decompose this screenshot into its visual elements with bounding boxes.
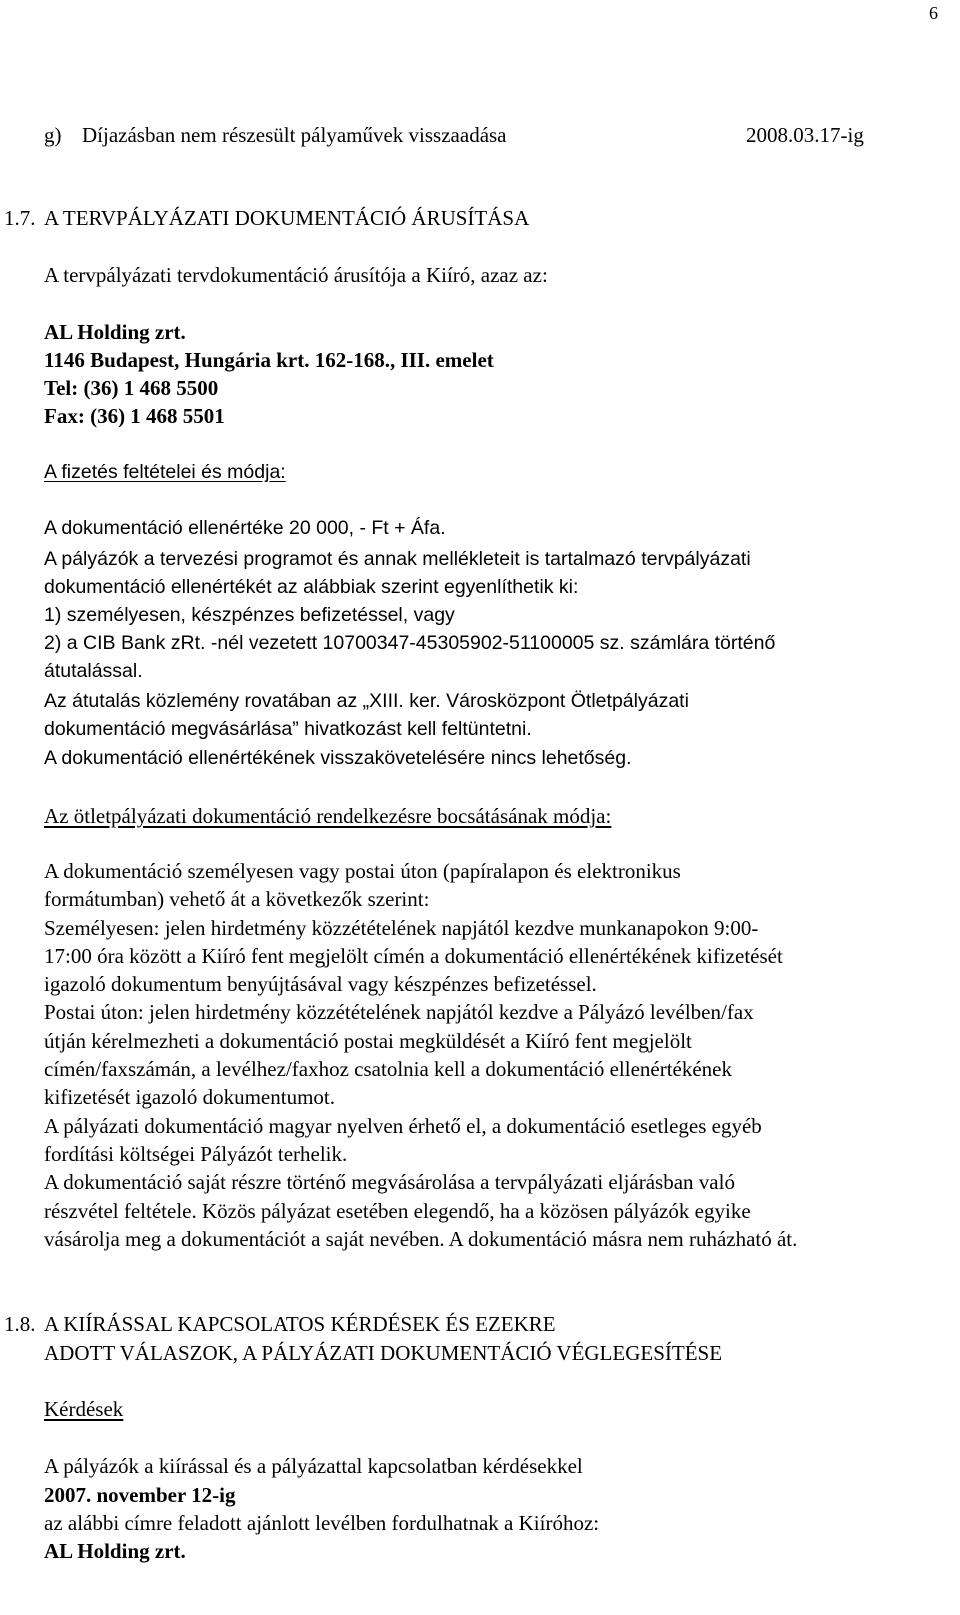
- item-g-text: Díjazásban nem részesült pályaművek visszaadása: [82, 123, 507, 147]
- page-number: 6: [929, 3, 938, 23]
- questions-line: A pályázók a kiírással és a pályázattal kapcsolatban kérdésekkel: [44, 1454, 583, 1478]
- availability-heading: Az ötletpályázati dokumentáció rendelkezésre bocsátásának módja:: [44, 804, 612, 828]
- section-1-8-number: 1.8.: [4, 1312, 36, 1336]
- availability-line: A dokumentáció személyesen vagy postai úton (papíralapon és elektronikus: [44, 859, 681, 883]
- availability-line: igazoló dokumentum benyújtásával vagy készpénzes befizetéssel.: [44, 972, 597, 996]
- availability-line: útján kérelmezheti a dokumentáció postai megküldését a Kiíró fent megjelölt: [44, 1029, 692, 1053]
- availability-line: Személyesen: jelen hirdetmény közzétételének napjától kezdve munkanapokon 9:00-: [44, 916, 759, 940]
- item-g-date: 2008.03.17-ig: [746, 123, 864, 147]
- availability-line: Postai úton: jelen hirdetmény közzétételének napjától kezdve a Pályázó levélben/fax: [44, 1000, 754, 1024]
- availability-line: A pályázati dokumentáció magyar nyelven érhető el, a dokumentáció esetleges egyéb: [44, 1114, 762, 1138]
- questions-line: az alábbi címre feladott ajánlott levélben fordulhatnak a Kiíróhoz:: [44, 1511, 600, 1535]
- section-1-7-title: A TERVPÁLYÁZATI DOKUMENTÁCIÓ ÁRUSÍTÁSA: [44, 206, 530, 230]
- payment-line: dokumentáció megvásárlása” hivatkozást kell feltüntetni.: [44, 718, 532, 740]
- availability-line: formátumban) vehető át a következők szerint:: [44, 887, 430, 911]
- section-1-7-number: 1.7.: [4, 206, 36, 230]
- payment-heading: A fizetés feltételei és módja:: [44, 461, 286, 483]
- payment-line: dokumentáció ellenértékét az alábbiak szerint egyenlíthetik ki:: [44, 576, 579, 598]
- availability-line: kifizetését igazoló dokumentumot.: [44, 1085, 336, 1109]
- payment-line: 2) a CIB Bank zRt. -nél vezetett 10700347-45305902-51100005 sz. számlára történő: [44, 632, 776, 654]
- availability-line: vásárolja meg a dokumentációt a saját nevében. A dokumentáció másra nem ruházható át.: [44, 1227, 798, 1251]
- payment-line: A pályázók a tervezési programot és annak mellékleteit is tartalmazó tervpályázati: [44, 548, 751, 570]
- section-1-8-title-line1: A KIÍRÁSSAL KAPCSOLATOS KÉRDÉSEK ÉS EZEKRE: [44, 1312, 556, 1336]
- payment-line: átutalással.: [44, 660, 143, 682]
- section-1-8-title-line2: ADOTT VÁLASZOK, A PÁLYÁZATI DOKUMENTÁCIÓ VÉGLEGESÍTÉSE: [44, 1341, 723, 1365]
- payment-line: 1) személyesen, készpénzes befizetéssel, vagy: [44, 604, 455, 626]
- address-line: Fax: (36) 1 468 5501: [44, 404, 225, 428]
- payment-line: Az átutalás közlemény rovatában az „XIII. ker. Városközpont Ötletpályázati: [44, 690, 689, 712]
- address-line: Tel: (36) 1 468 5500: [44, 376, 219, 400]
- availability-line: részvétel feltétele. Közös pályázat esetében elegendő, ha a közösen pályázók egyike: [44, 1199, 751, 1223]
- availability-line: 17:00 óra között a Kiíró fent megjelölt címén a dokumentáció ellenértékének kifizetését: [44, 944, 783, 968]
- address-line: AL Holding zrt.: [44, 320, 186, 344]
- questions-company: AL Holding zrt.: [44, 1539, 186, 1563]
- payment-line: A dokumentáció ellenértékének visszakövetelésére nincs lehetőség.: [44, 747, 632, 769]
- section-1-7-intro: A tervpályázati tervdokumentáció árusítója a Kiíró, azaz az:: [44, 263, 548, 287]
- availability-line: címén/faxszámán, a levélhez/faxhoz csatolnia kell a dokumentáció ellenértékének: [44, 1057, 733, 1081]
- payment-line: A dokumentáció ellenértéke 20 000, - Ft + Áfa.: [44, 517, 446, 539]
- address-line: 1146 Budapest, Hungária krt. 162-168., III. emelet: [44, 348, 494, 372]
- questions-deadline: 2007. november 12-ig: [44, 1483, 236, 1507]
- item-g-label: g): [44, 123, 62, 147]
- questions-heading: Kérdések: [44, 1397, 124, 1421]
- availability-line: fordítási költségei Pályázót terhelik.: [44, 1142, 348, 1166]
- availability-line: A dokumentáció saját részre történő megvásárolása a tervpályázati eljárásban való: [44, 1170, 735, 1194]
